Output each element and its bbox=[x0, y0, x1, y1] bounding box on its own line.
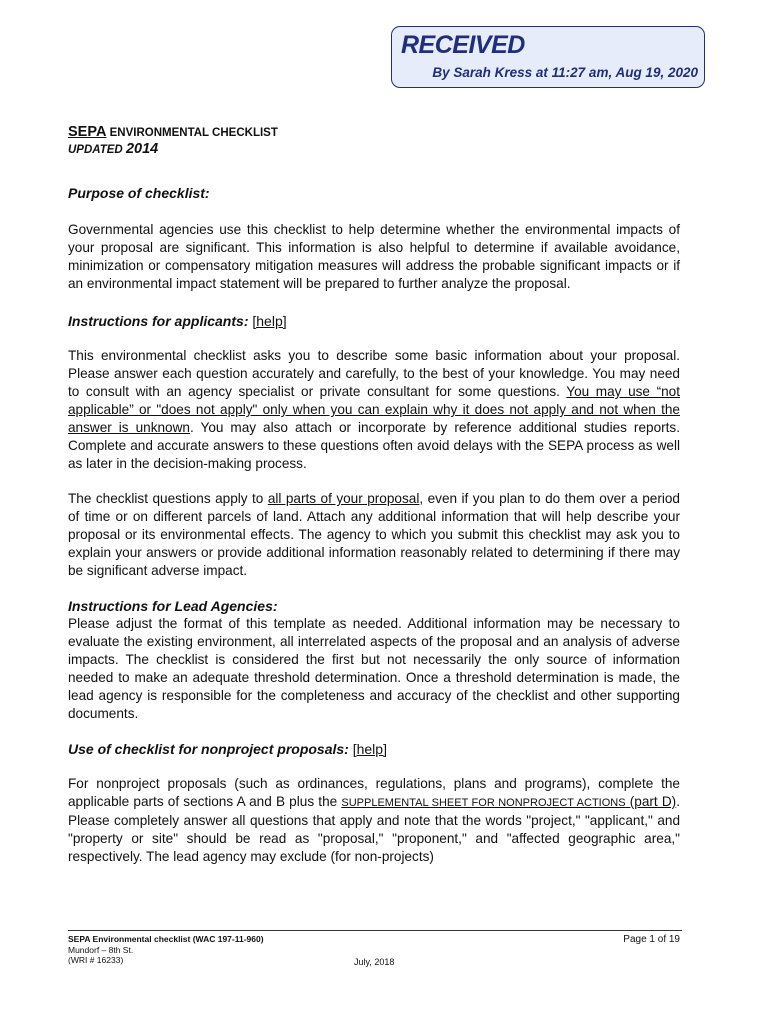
applicants-colon: : bbox=[243, 313, 253, 329]
applicants-p1-b: . You may also attach or incorporate by reference additional studies reports. Complete and accurate answers to these questions often avoid delays with the SEPA process as well as later in the decision-making process. bbox=[68, 420, 681, 471]
applicants-p1-a: This environmental checklist asks you to describe some basic information about your proposal. Please answer each question accurately and carefully, to the best of your knowledge. You may need to consult with an agency specialist or private consultant for some questions. bbox=[68, 348, 680, 399]
supplemental-sheet-link[interactable]: SUPPLEMENTAL SHEET FOR NONPROJECT ACTIONS bbox=[341, 797, 626, 809]
footer-date: July, 2018 bbox=[354, 957, 395, 967]
purpose-heading: Purpose of checklist: bbox=[68, 185, 210, 201]
doc-title bbox=[68, 124, 680, 141]
lead-agencies-paragraph: Please adjust the format of this template as needed. Additional information may be necessary to evaluate the existing environment, all interrelated aspects of the proposal and an analysis of adverse impacts. The checklist is considered the first but not necessarily the only source of information needed to make an adequate threshold determination. Once a threshold determination is made, the lead agency is responsible for the completeness and accuracy of the checklist and other supporting documents. bbox=[68, 616, 680, 721]
applicants-p1-underlined: You may use “not applicable” or "does not apply" only when you can explain why it does not apply and not when the answer is unknown bbox=[68, 384, 681, 435]
sepa-label: SEPA bbox=[68, 124, 107, 140]
part-d-link[interactable]: (part D) bbox=[625, 794, 677, 809]
applicants-heading bbox=[68, 312, 680, 330]
nonproject-body-b: . Please completely answer all questions that apply and note that the words "project," "applicant," and "property or site" should be read as "proposal," "proponent," and "affected geographic area," respectively. The lead agency may exclude (for non-projects) bbox=[68, 794, 680, 864]
updated-year: 2014 bbox=[125, 141, 159, 157]
page-number: Page 1 of 19 bbox=[623, 934, 680, 945]
applicants-help-link[interactable]: [help] bbox=[252, 313, 287, 329]
nonproject-heading-text: Use of checklist for nonproject proposals: bbox=[68, 741, 349, 757]
nonproject-body-a: For nonproject proposals (such as ordinances, regulations, plans and programs), complete the applicable parts of sections A and B plus the bbox=[68, 776, 680, 809]
applicants-p2-b: , even if you plan to do them over a period of time or on different parcels of land. Attach any additional information that will help describe your proposal or its environmental effects. The agency to which you submit this checklist may ask you to explain your answers or provide additional information reasonably related to determining if there may be significant adverse impact. bbox=[68, 491, 680, 578]
stamp-title: RECEIVED bbox=[401, 31, 525, 59]
doc-updated bbox=[68, 141, 680, 158]
purpose-paragraph: Governmental agencies use this checklist to help determine whether the environmental impacts of your proposal are significant. This information is also helpful to determine if available avoidance, minimization or compensatory mitigation measures will address the probable significant impacts or if an environmental impact statement will be prepared to further analyze the proposal. bbox=[68, 222, 680, 291]
nonproject-paragraph bbox=[68, 775, 680, 866]
applicants-p2-underlined: all parts of your proposal bbox=[267, 491, 420, 506]
received-stamp bbox=[391, 26, 705, 88]
applicants-p2-a: The checklist questions apply to bbox=[68, 491, 268, 506]
applicants-paragraph-2 bbox=[68, 490, 680, 580]
footer-checklist-ref: SEPA Environmental checklist (WAC 197-11-960) bbox=[68, 934, 264, 944]
footer-project-name: Mundorf – 8th St. bbox=[68, 944, 134, 955]
nonproject-heading bbox=[68, 740, 680, 758]
footer-wri-number: (WRI # 16233) bbox=[68, 955, 124, 965]
applicants-paragraph-1 bbox=[68, 347, 680, 473]
document-body bbox=[68, 124, 680, 866]
page-footer bbox=[68, 930, 682, 966]
nonproject-help-link[interactable]: [help] bbox=[352, 741, 387, 757]
lead-agencies-heading: Instructions for Lead Agencies: bbox=[68, 598, 278, 614]
stamp-subtitle: By Sarah Kress at 11:27 am, Aug 19, 2020 bbox=[432, 65, 698, 80]
applicants-heading-text: Instructions for applicants bbox=[68, 313, 244, 329]
updated-label: UPDATED bbox=[68, 144, 126, 156]
doc-title-rest: ENVIRONMENTAL CHECKLIST bbox=[106, 127, 278, 139]
